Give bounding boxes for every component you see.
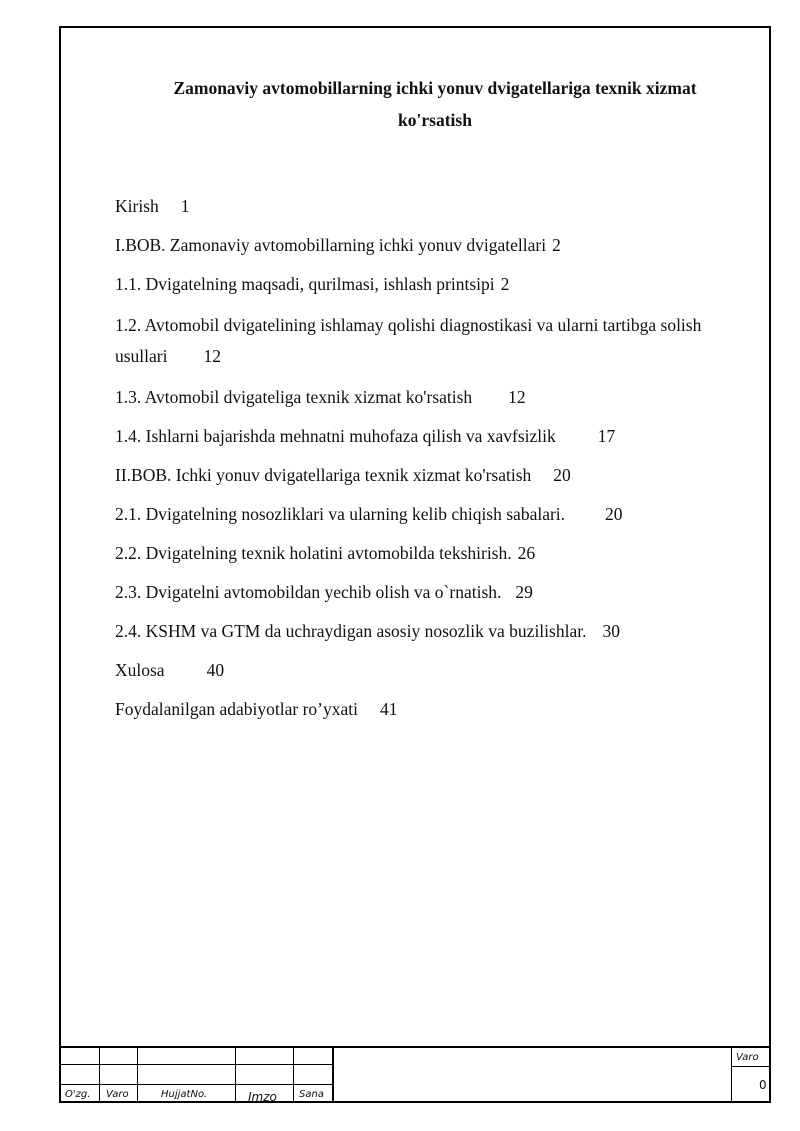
toc-entry-text: 1.1. Dvigatelning maqsadi, qurilmasi, ishlash printsipi — [115, 274, 495, 294]
stamp-label-ozg: O'zg. — [65, 1089, 91, 1100]
toc-entry — [115, 232, 745, 259]
stamp-row-line — [731, 1066, 771, 1067]
toc-entry-page: 2 — [552, 235, 561, 255]
toc-entry-text: Xulosa — [115, 660, 165, 680]
toc-entry-text: Kirish — [115, 196, 159, 216]
toc-entry-page: 1 — [180, 196, 190, 216]
toc-entry-text: 1.3. Avtomobil dvigateliga texnik xizmat ko'rsatish — [115, 387, 473, 407]
toc-entry-page: 30 — [602, 621, 620, 641]
stamp-col-line — [293, 1046, 294, 1103]
toc-entry-page: 41 — [379, 699, 398, 719]
toc-entry-page: 20 — [553, 465, 571, 485]
stamp-sheet-number: 0 — [759, 1078, 767, 1092]
toc-entry-text: 2.1. Dvigatelning nosozliklari va ularning kelib chiqish sabalari. — [115, 504, 566, 524]
toc-entry — [115, 462, 745, 489]
toc-entry — [115, 501, 745, 528]
stamp-col-line — [235, 1046, 236, 1103]
toc-entry — [115, 579, 745, 606]
toc-entry-page: 17 — [597, 426, 616, 446]
toc-entry-page: 29 — [515, 582, 533, 602]
toc-entry — [115, 384, 745, 411]
toc-entry-text: 2.2. Dvigatelning texnik holatini avtomobilda tekshirish. — [115, 543, 512, 563]
toc-entry-text: 2.3. Dvigatelni avtomobildan yechib olish va o`rnatish. — [115, 582, 502, 602]
stamp-col-line — [731, 1046, 732, 1103]
stamp-col-line — [332, 1046, 334, 1103]
toc-entry-page: 40 — [206, 660, 225, 680]
stamp-label-sheet: Varo — [736, 1052, 759, 1063]
toc-entry-page: 20 — [605, 504, 623, 524]
toc-entry-text: I.BOB. Zamonaviy avtomobillarning ichki yonuv dvigatellari — [115, 235, 547, 255]
toc-entry-text: Foydalanilgan adabiyotlar ro’yxati — [115, 699, 358, 719]
table-of-contents — [115, 193, 745, 735]
stamp-label-varo: Varo — [106, 1089, 129, 1100]
toc-entry-page: 2 — [500, 274, 510, 294]
toc-entry-text: 2.4. KSHM va GTM da uchraydigan asosiy nosozlik va buzilishlar. — [115, 621, 587, 641]
document-title — [120, 72, 750, 136]
toc-entry — [115, 657, 745, 684]
toc-entry-text: 1.2. Avtomobil dvigatelining ishlamay qolishi diagnostikasi va ularni tartibga solish usullari — [115, 315, 702, 366]
stamp-label-sana: Sana — [299, 1089, 324, 1100]
toc-entry — [115, 540, 745, 567]
stamp-col-line — [137, 1046, 138, 1103]
stamp-col-line — [99, 1046, 100, 1103]
title-line-2: ko'rsatish — [398, 110, 472, 130]
toc-entry — [115, 271, 745, 298]
toc-entry — [115, 310, 745, 372]
stamp-label-imzo: Imzo — [248, 1090, 277, 1104]
title-block-stamp — [59, 1046, 771, 1103]
title-line-1: Zamonaviy avtomobillarning ichki yonuv dvigatellariga texnik xizmat — [173, 78, 697, 98]
toc-entry — [115, 193, 745, 220]
toc-entry-text: 1.4. Ishlarni bajarishda mehnatni muhofaza qilish va xavfsizlik — [115, 426, 556, 446]
toc-entry — [115, 696, 745, 723]
toc-entry-page: 12 — [203, 346, 221, 366]
stamp-top-border — [59, 1046, 771, 1048]
toc-entry — [115, 618, 745, 645]
stamp-label-hujjat: HujjatNo. — [161, 1089, 208, 1100]
toc-entry-text: II.BOB. Ichki yonuv dvigatellariga texnik xizmat ko'rsatish — [115, 465, 532, 485]
toc-entry-page: 26 — [517, 543, 536, 563]
toc-entry — [115, 423, 745, 450]
toc-entry-page: 12 — [508, 387, 526, 407]
